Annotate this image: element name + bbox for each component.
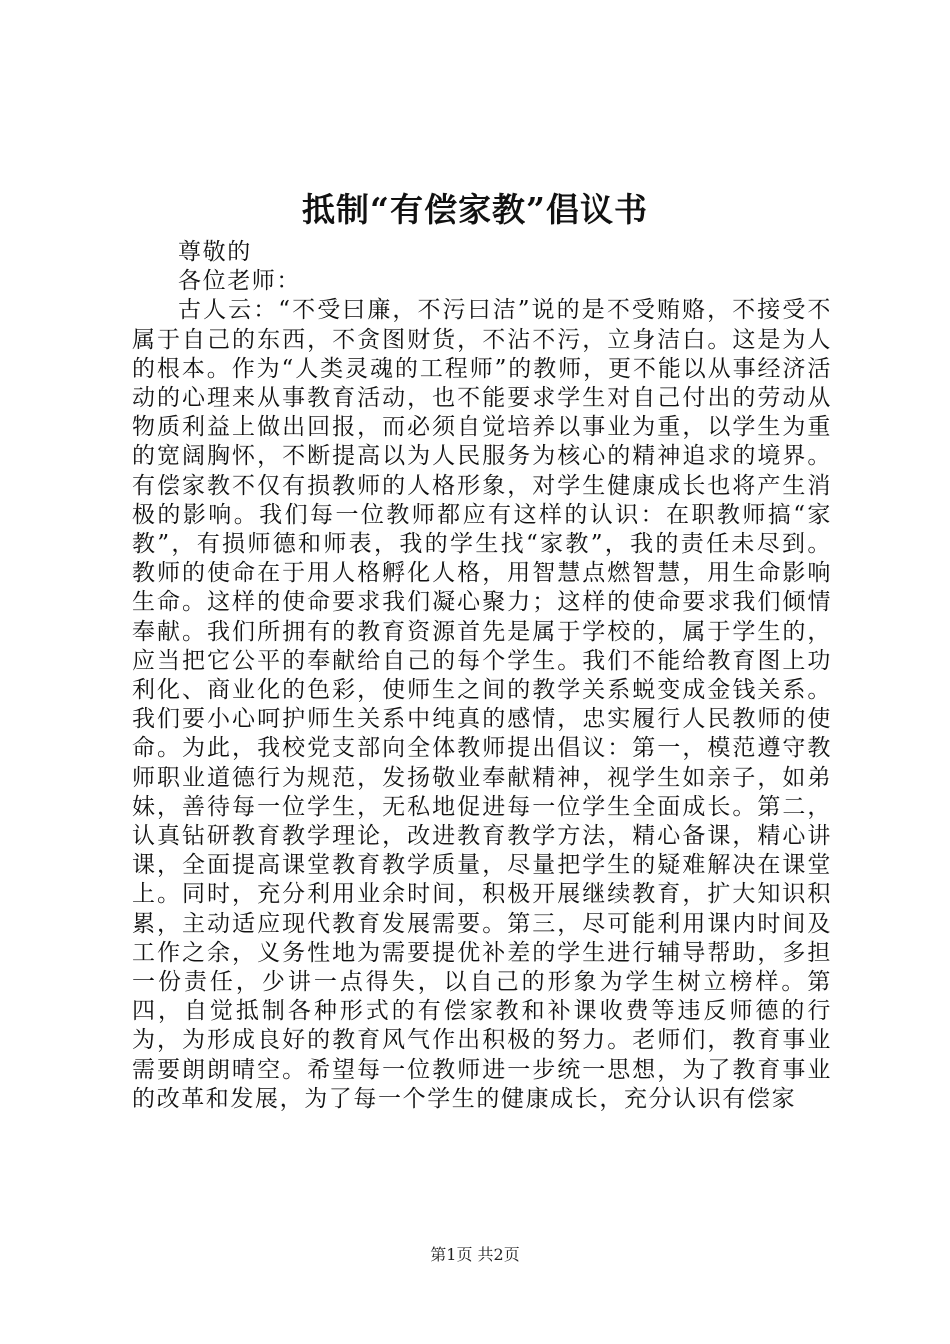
body-paragraph: 古人云：“不受曰廉，不污曰洁”说的是不受贿赂，不接受不属于自己的东西，不贪图财货，不沾不污，立身洁白。这是为人的根本。作为“人类灵魂的工程师”的教师，更不能以从事经济活动的心理来从事教育活动，也不能要求学生对自己付出的劳动从物质利益上做出回报，而必须自觉培养以事业为重，以学生为重的宽阔胸怀，不断提高以为人民服务为核心的精神追求的境界。有偿家教不仅有损教师的人格形象，对学生健康成长也将产生消极的影响。我们每一位教师都应有这样的认识：在职教师搞“家教”，有损师德和师表，我的学生找“家教”，我的责任未尽到。教师的使命在于用人格孵化人格，用智慧点燃智慧，用生命影响生命。这样的使命要求我们凝心聚力；这样的使命要求我们倾情奉献。我们所拥有的教育资源首先是属于学校的，属于学生的，应当把它公平的奉献给自己的每个学生。我们不能给教育图上功利化、商业化的色彩，使师生之间的教学关系蜕变成金钱关系。我们要小心呵护师生关系中纯真的感情，忠实履行人民教师的使命。为此，我校党支部向全体教师提出倡议：第一，模范遵守教师职业道德行为规范，发扬敬业奉献精神，视学生如亲子，如弟妹，善待每一位学生，无私地促进每一位学生全面成长。第二，认真钻研教育教学理论，改进教育教学方法，精心备课，精心讲课，全面提高课堂教育教学质量，尽量把学生的疑难解决在课堂上。同时，充分利用业余时间，积极开展继续教育，扩大知识积累，主动适应现代教育发展需要。第三，尽可能利用课内时间及工作之余，义务性地为需要提优补差的学生进行辅导帮助，多担一份责任，少讲一点得失，以自己的形象为学生树立榜样。第四，自觉抵制各种形式的有偿家教和补课收费等违反师德的行为，为形成良好的教育风气作出积极的努力。老师们，教育事业需要朗朗晴空。希望每一位教师进一步统一思想，为了教育事业的改革和发展，为了每一个学生的健康成长，充分认识有偿家 xyxy=(132,297,832,1112)
page-number-indicator: 第1页 共2页 xyxy=(430,1245,520,1264)
document-body xyxy=(132,238,832,1114)
salutation-line-1: 尊敬的 xyxy=(178,239,252,265)
document-title: 抵制“有偿家教”倡议书 xyxy=(302,190,648,229)
salutation-line-2: 各位老师： xyxy=(178,268,301,295)
page-footer xyxy=(0,1243,950,1267)
